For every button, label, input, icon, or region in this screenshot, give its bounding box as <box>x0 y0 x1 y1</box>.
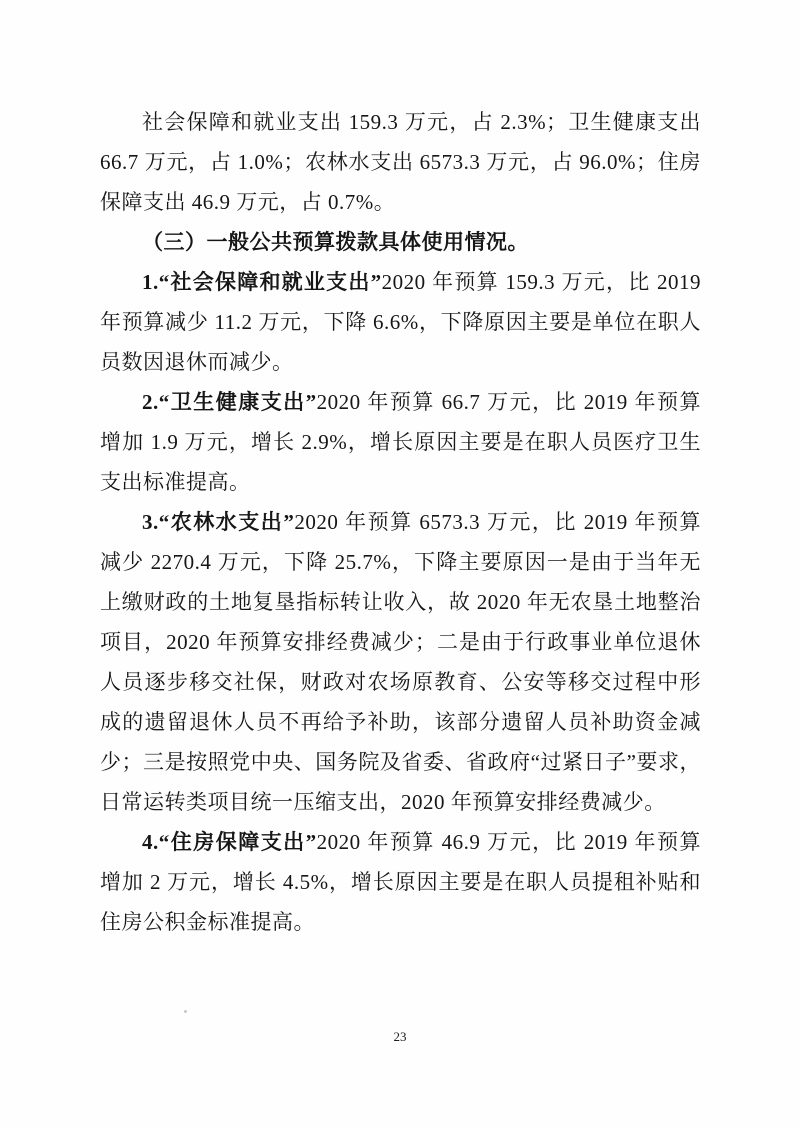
paragraph-text: 2020 年预算 159.3 万元，比 2019 年预算减少 11.2 万元，下降 6.6%，下降原因主要是单位在职人员数因退休而减少。 <box>100 270 702 374</box>
paragraph-agriculture-water <box>100 502 701 822</box>
document-body <box>100 102 701 942</box>
paragraph-text: 2020 年预算 46.9 万元，比 2019 年预算增加 2 万元，增长 4.5%，增长原因主要是在职人员提租补贴和住房公积金标准提高。 <box>100 830 702 934</box>
paragraph-housing <box>100 822 701 942</box>
paragraph-lead-social-security: 1.“社会保障和就业支出” <box>142 270 382 294</box>
paragraph-text: 2020 年预算 66.7 万元，比 2019 年预算增加 1.9 万元，增长 2.9%，增长原因主要是在职人员医疗卫生支出标准提高。 <box>100 390 702 494</box>
paragraph-social-security <box>100 262 701 382</box>
section-heading: （三）一般公共预算拨款具体使用情况。 <box>142 230 529 254</box>
paragraph-lead-agriculture-water: 3.“农林水支出” <box>142 510 295 534</box>
paragraph-health <box>100 382 701 502</box>
paragraph-lead-health: 2.“卫生健康支出” <box>142 390 317 414</box>
paragraph-expenditure-summary <box>100 102 701 222</box>
scan-artifact <box>184 1010 187 1013</box>
page-number: 23 <box>393 1029 407 1044</box>
paragraph-text: 社会保障和就业支出 159.3 万元，占 2.3%；卫生健康支出 66.7 万元，占 1.0%；农林水支出 6573.3 万元，占 96.0%；住房保障支出 46.9 万元，占 0.7%。 <box>100 110 701 214</box>
paragraph-lead-housing: 4.“住房保障支出” <box>142 830 317 854</box>
page-footer <box>0 1028 800 1046</box>
paragraph-text: 2020 年预算 6573.3 万元，比 2019 年预算减少 2270.4 万元，下降 25.7%，下降主要原因一是由于当年无上缴财政的土地复垦指标转让收入，故 2020 年无农垦土地整治项目，2020 年预算安排经费减少；二是由于行政事业单位退休人员逐步移交社保，财政对农场原教育、公安等移交过程中形成的遗留退休人员不再给予补助，该部分遗留人员补助资金减少；三是按照党中央、国务院及省委、省政府“过紧日子”要求，日常运转类项目统一压缩支出，2020 年预算安排经费减少。 <box>100 510 702 814</box>
